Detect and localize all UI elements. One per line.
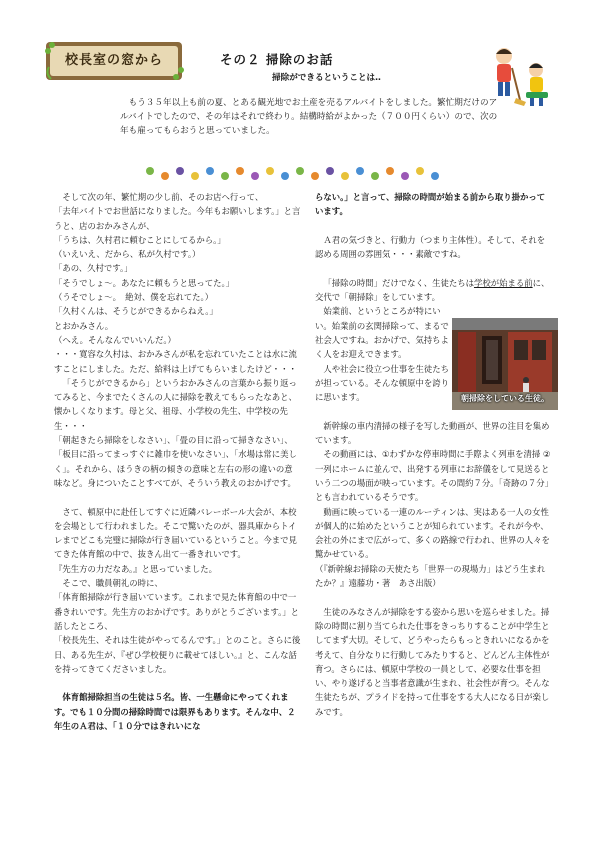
paragraph: 「久村くんは、そうじができるからねえ。」 bbox=[54, 306, 218, 317]
right-column bbox=[315, 190, 553, 719]
paragraph: とおかみさん。 bbox=[54, 320, 114, 331]
paragraph: Ａ君の気づきと、行動力（つまり主体性）。そして、それを認める周囲の雰囲気・・・素敵ですね。 bbox=[315, 234, 546, 260]
paragraph: 「朝起きたら掃除をしなさい」、「畳の目に沿って掃きなさい」、「板目に沿ってまっすぐに雑巾を使いなさい」、「水場は常に美しく」。それから、ほうきの柄の傾きの意味と左右の形の違いの意味など。身についたことすべてが、そういう教えのおかげです。 bbox=[54, 435, 297, 488]
paragraph: そして次の年、繁忙期の少し前、そのお店へ行って、 bbox=[62, 192, 264, 202]
decorative-dot bbox=[431, 172, 439, 180]
paragraph-text: だけでなく、生徒たちは bbox=[382, 277, 474, 288]
sign-label: 校長室の窓から bbox=[64, 53, 163, 68]
emphasis-text: 「掃除の時間」 bbox=[323, 277, 383, 288]
paragraph: 始業前、というところが特にいい。始業前の玄関掃除って、まるで社会人ですね。おかげで、気持ちよく人をお迎えできます。 bbox=[315, 306, 449, 360]
decorative-dot bbox=[266, 167, 274, 175]
article-title: その２ 掃除のお話 bbox=[220, 52, 334, 67]
paragraph: 生徒のみなさんが掃除をする姿から思いを巡らせました。掃除の時間に割り当てられた仕事をきっちりすることが中学生としてまず大切。そして、どうやったらもっときれいになるかを考えて、自分なりに行動してみたりすると、どんどん主体性が育つ。さらには、頓原中学校の一員として、必要な仕事を担い、やり遂げると当事者意識が生まれ、社会性が育つ。そんな生徒たちが、プライドを持って仕事をする大人になる日が楽しみです。 bbox=[315, 606, 550, 717]
paragraph-text: に、交代で「朝掃除」をしています。 bbox=[315, 277, 550, 303]
dots-divider bbox=[0, 163, 596, 185]
paragraph: その動画には、①わずかな停車時間に手際よく列車を清掃 ②一列にホームに並んで、出発する列車にお辞儀をして見送るという二つの場面が映っています。その間約７分。「奇跡の７分」とも言われているそうです。 bbox=[315, 449, 554, 503]
decorative-dot bbox=[281, 172, 289, 180]
decorative-dot bbox=[206, 167, 214, 175]
paragraph: 「そうでしょ～。あなたに頼もうと思ってた。」 bbox=[54, 277, 235, 288]
decorative-dot bbox=[191, 172, 199, 180]
decorative-dot bbox=[221, 172, 229, 180]
paragraph: 『先生方の力だなあ。』と思っていました。 bbox=[54, 563, 217, 574]
decorative-dot bbox=[326, 167, 334, 175]
citation: （『新幹線お掃除の天使たち「世界一の現場力」はどう生まれたか？』遠藤功・著 あさ出版） bbox=[315, 563, 546, 589]
decorative-dot bbox=[341, 172, 349, 180]
paragraph: 「校長先生、それは生徒がやってるんです。」とのこと。さらに後日、ある先生が、『ぜひ学校便りに載せてほしい。』と、こんな話を持ってきてくださいました。 bbox=[54, 635, 301, 674]
paragraph: 「そうじができるから」というおかみさんの言葉から振り返ってみると、今までたくさんの人に掃除を教えてもらったなあと、懐かしくなります。母と父、祖母、小学校の先生、中学校の先生・・・ bbox=[54, 377, 297, 431]
decorative-dot bbox=[176, 167, 184, 175]
decorative-dot bbox=[386, 167, 394, 175]
paragraph: 動画に映っている一連のルーティンは、実はある一人の女性が個人的に始めたということが知られています。それが今や、会社の外にまで広がって、多くの路線で行われ、世界の人々を驚かせている。 bbox=[315, 506, 550, 560]
decorative-dot bbox=[161, 172, 169, 180]
decorative-dot bbox=[371, 172, 379, 180]
paragraph: 「うちは、久村君に頼むことにしてるから。」 bbox=[54, 234, 226, 245]
intro-paragraph: もう３５年以上も前の夏、とある観光地でお土産を売るアルバイトをしました。繁忙期だけのアルバイトでしたので、その年はそれで終わり。結構時給がよかった（７００円くらい）ので、次の年も雇ってもらおうと思っていました。 bbox=[120, 98, 498, 137]
decorative-dot bbox=[251, 172, 259, 180]
article-subtitle: 掃除ができるということは‥ bbox=[272, 73, 381, 83]
paragraph: 新幹線の車内清掃の様子を写した動画が、世界の注目を集めています。 bbox=[315, 420, 550, 446]
paragraph: 「体育館掃除が行き届いています。これまで見た体育館の中で一番きれいです。先生方のおかげです。ありがとうございます。」と話したところ、 bbox=[54, 592, 300, 631]
decorative-dot bbox=[296, 167, 304, 175]
paragraph: （へえ。そんなんでいいんだ。） bbox=[54, 334, 176, 345]
paragraph: 「あの、久村です。」 bbox=[54, 263, 133, 274]
decorative-dot bbox=[146, 167, 154, 175]
paragraph: らない。」と言って、掃除の時間が始まる前から取り掛かっています。 bbox=[315, 192, 546, 217]
decorative-dot bbox=[311, 172, 319, 180]
paragraph: 人や社会に役立つ仕事を生徒たちが担っている。そんな頓原中を誇りに思います。 bbox=[315, 363, 450, 403]
decorative-dot bbox=[356, 167, 364, 175]
paragraph: そこで、職員朝礼の時に、 bbox=[62, 578, 163, 589]
decorative-dot bbox=[236, 167, 244, 175]
paragraph: 体育館掃除担当の生徒は５名。皆、一生懸命にやってくれます。でも１０分間の掃除時間では限界もあります。そんな中、２年生のＡ君は、「１０分ではきれいにな bbox=[54, 692, 296, 731]
left-column bbox=[54, 190, 301, 733]
decorative-dot bbox=[416, 167, 424, 175]
paragraph: 「去年バイトでお世話になりました。今年もお願いします。」と言うと、店のおかみさんが、 bbox=[54, 206, 301, 231]
underlined-text: 学校が始まる前 bbox=[473, 277, 533, 288]
paragraph: さて、頓原中に赴任してすぐに近隣バレーボール大会が、本校を会場として行われました。そこで驚いたのが、器具庫からトイレまでどこも完璧に掃除が行き届いているということ。今まで見てきた体育館の中で、抜きん出て一番きれいです。 bbox=[54, 506, 297, 560]
paragraph: （うそでしょ～。 絶対、僕を忘れてた。） bbox=[54, 292, 214, 303]
photo-caption: 朝掃除をしている生徒。 bbox=[461, 394, 549, 403]
paragraph: ・・・寛容な久村は、おかみさんが私を忘れていたことは水に流すことにしました。ただ、給料は上げてもらいましたけど・・・ bbox=[54, 349, 297, 374]
decorative-dot bbox=[401, 172, 409, 180]
paragraph: （いえいえ、だから、私が久村です。） bbox=[54, 249, 201, 260]
